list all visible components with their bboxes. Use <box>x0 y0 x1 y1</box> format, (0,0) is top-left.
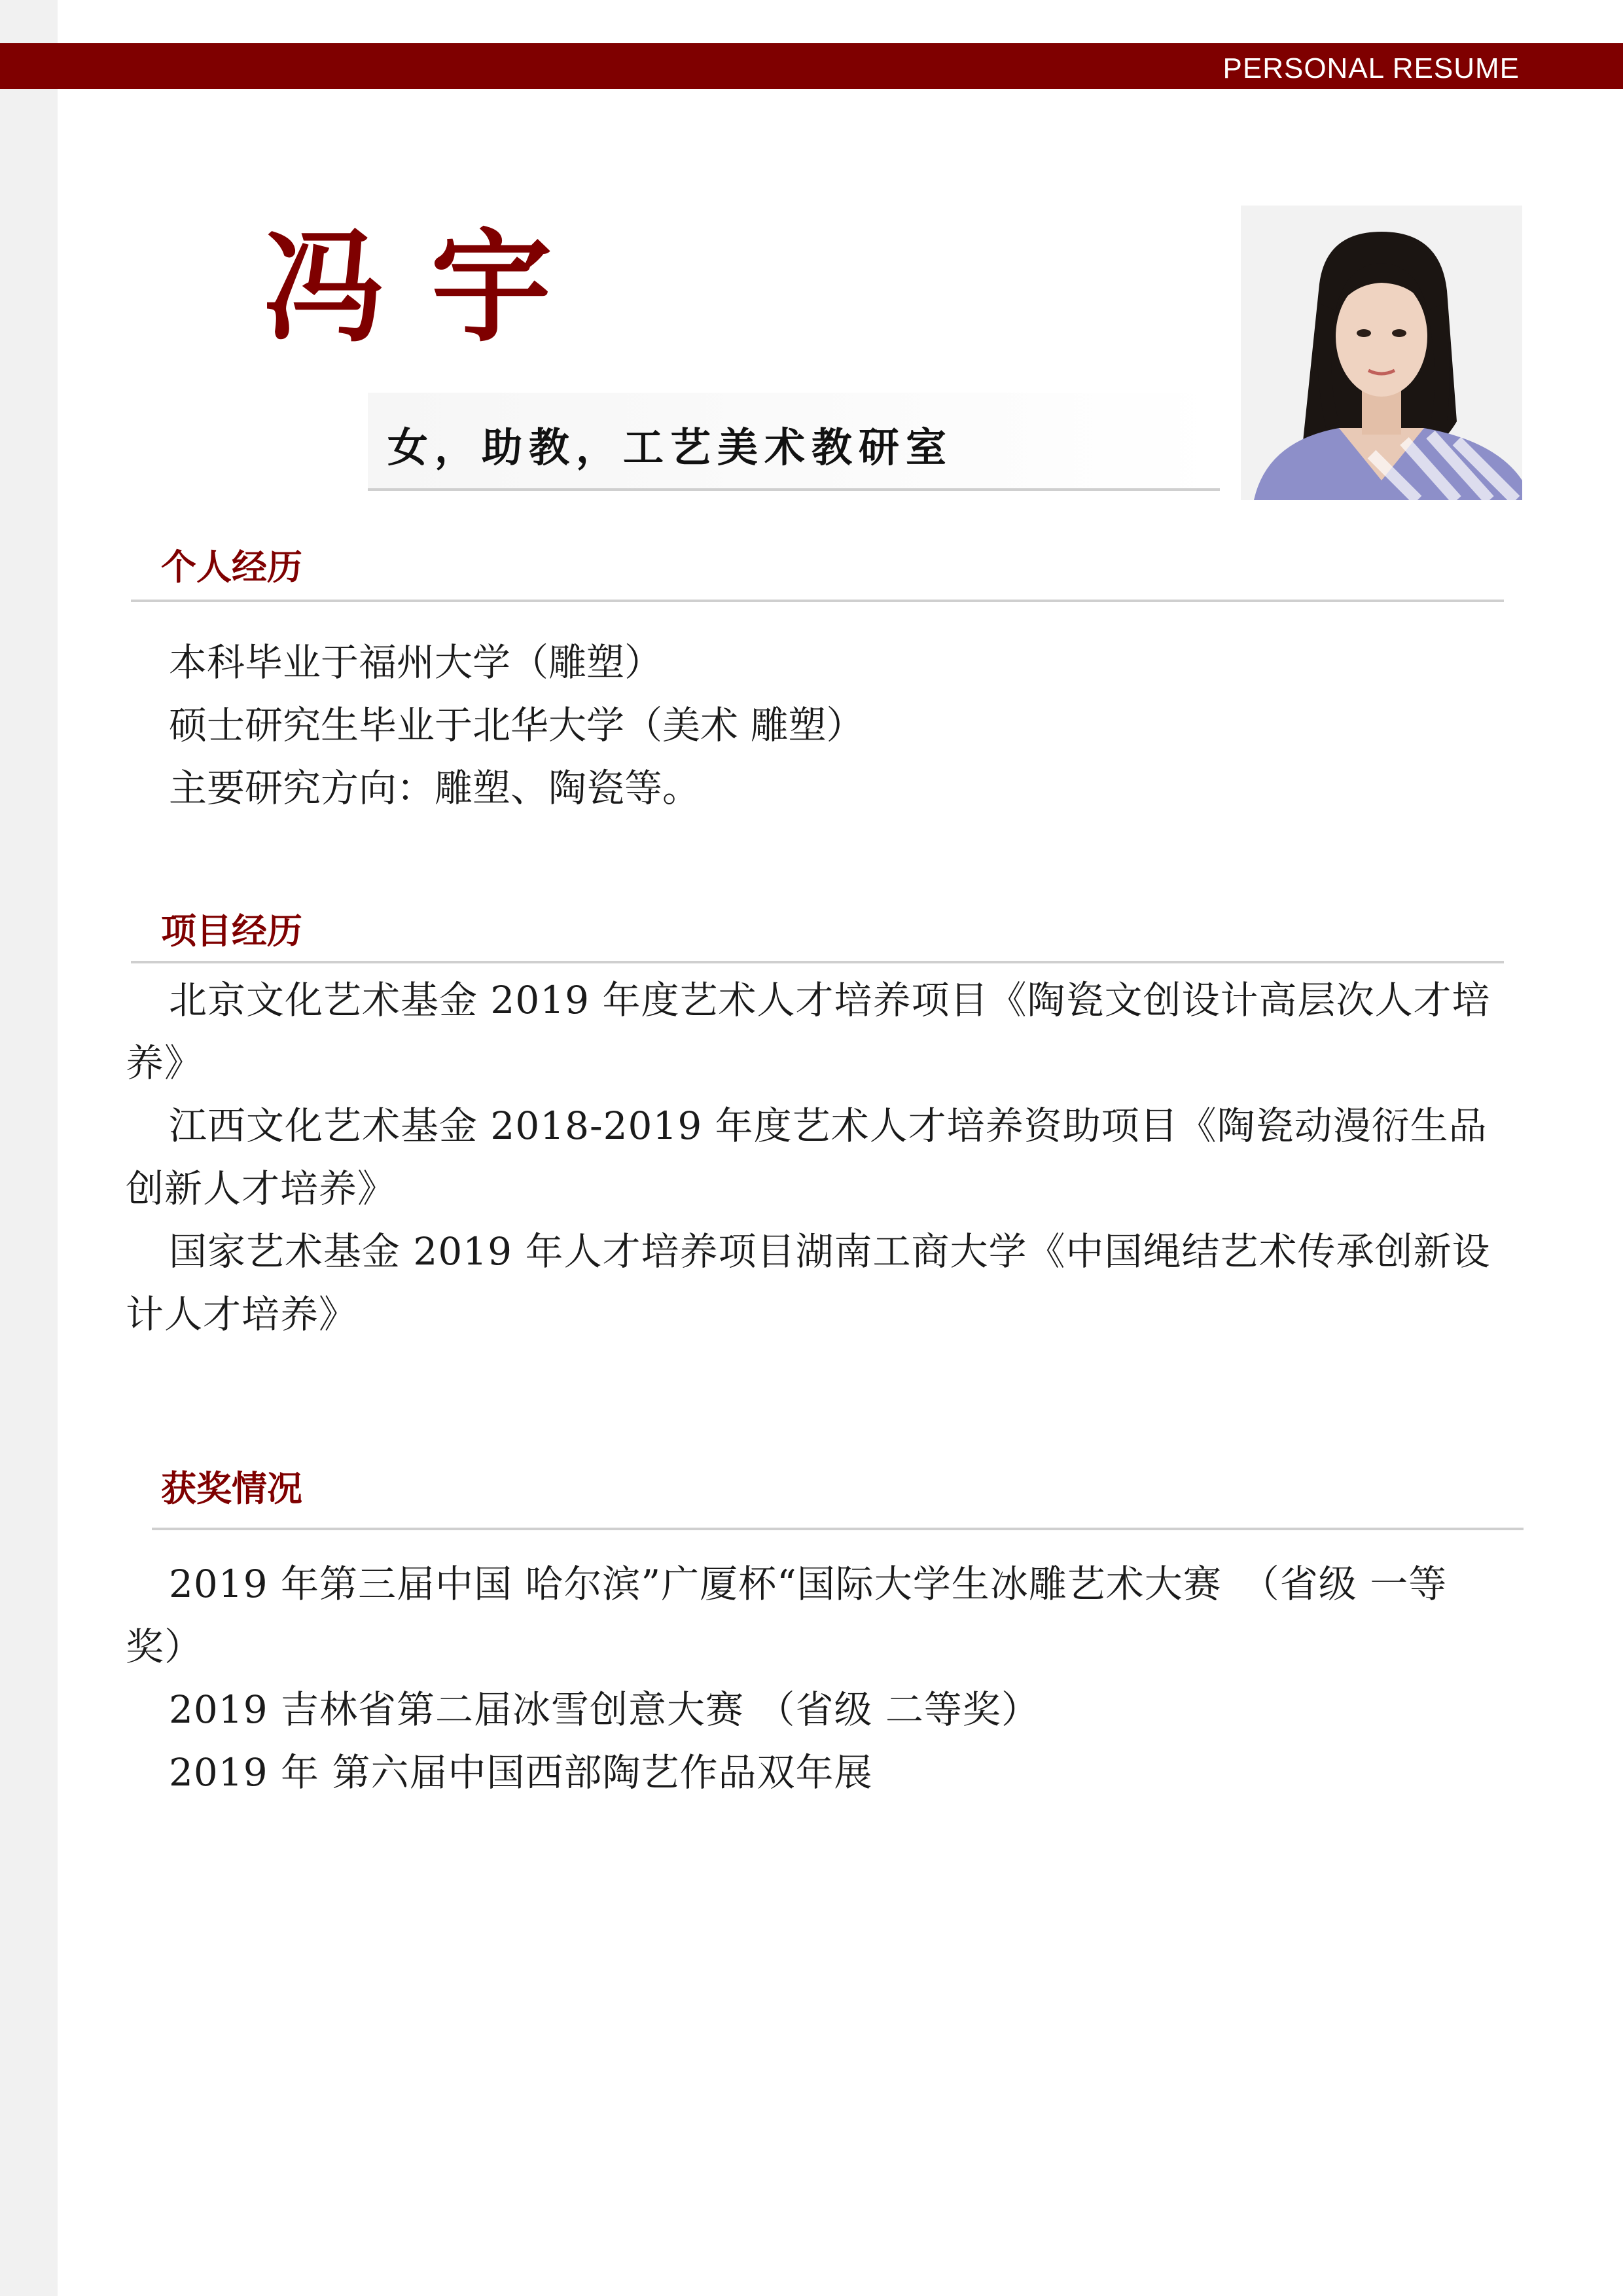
award-item-3: 2019 年 第六届中国西部陶艺作品双年展 <box>169 1750 873 1795</box>
section-title-personal: 个人经历 <box>161 547 302 588</box>
portrait-illustration <box>1241 206 1522 500</box>
project-item-2: 江西文化艺术基金 2018-2019 年度艺术人才培养资助项目《陶瓷动漫衍生品创新人才培养》 <box>126 1103 1488 1211</box>
section-rule-personal <box>131 600 1504 602</box>
person-name: 冯宇 <box>263 217 599 359</box>
top-banner <box>0 43 1623 89</box>
award-item-2: 2019 吉林省第二届冰雪创意大赛 （省级 二等奖） <box>169 1687 1040 1732</box>
section-title-awards: 获奖情况 <box>161 1468 302 1509</box>
section-rule-projects <box>131 961 1504 963</box>
section-rule-awards <box>152 1528 1524 1530</box>
portrait-photo <box>1241 206 1522 500</box>
personal-line-3: 主要研究方向：雕塑、陶瓷等。 <box>169 766 701 810</box>
project-item-1: 北京文化艺术基金 2019 年度艺术人才培养项目《陶瓷文创设计高层次人才培养》 <box>126 978 1491 1085</box>
subtitle-underline <box>368 488 1220 491</box>
section-title-projects: 项目经历 <box>161 910 302 952</box>
banner-text: PERSONAL RESUME <box>1222 52 1520 84</box>
subtitle-text: 女，助教，工艺美术教研室 <box>387 423 954 471</box>
side-strip <box>0 0 58 2296</box>
subtitle-block <box>368 393 1220 491</box>
project-item-3: 国家艺术基金 2019 年人才培养项目湖南工商大学《中国绳结艺术传承创新设计人才培养》 <box>126 1229 1491 1336</box>
personal-line-1: 本科毕业于福州大学（雕塑） <box>169 640 663 685</box>
award-item-1: 2019 年第三届中国 哈尔滨”广厦杯“国际大学生冰雕艺术大赛 （省级 一等奖） <box>126 1562 1448 1669</box>
personal-line-2: 硕士研究生毕业于北华大学（美术 雕塑） <box>169 703 865 747</box>
